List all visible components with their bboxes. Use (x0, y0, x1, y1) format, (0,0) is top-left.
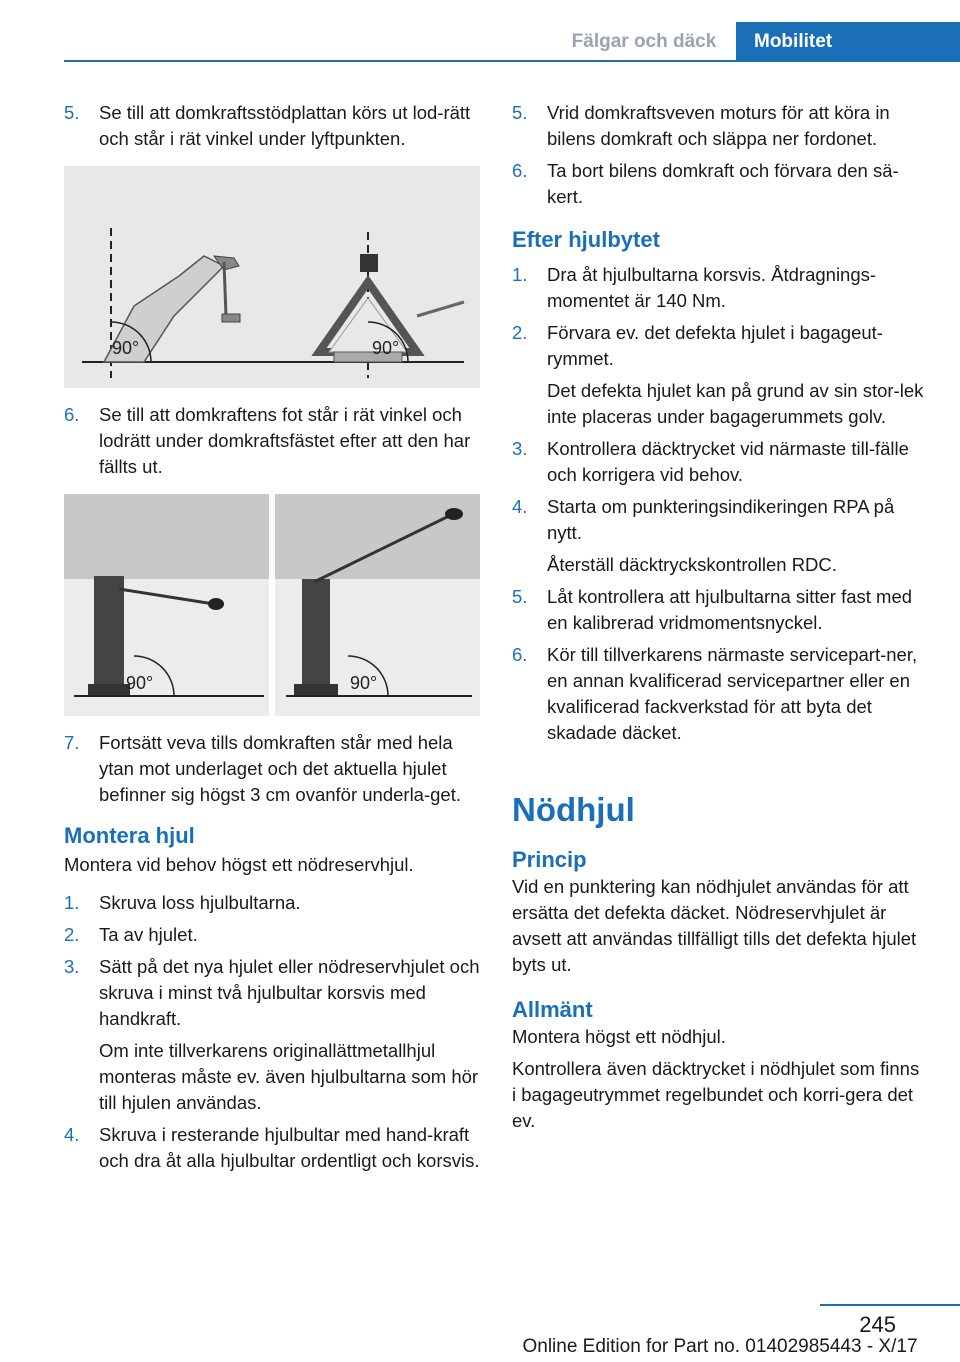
angle-label: 90° (350, 673, 378, 693)
list-item (64, 1122, 482, 1174)
list-item (64, 100, 482, 152)
step-text: Kör till tillverkarens närmaste servicepart‐ner, en annan kvalificerad servicepartner eller en kvalificerad fackverkstad för att byta det skadade däcket. (547, 644, 918, 743)
step-note: Om inte tillverkarens originallättmetallhjul monteras måste ev. även hjulbultarna som hör till hjulen användas. (99, 1040, 479, 1113)
step-number: 7. (64, 732, 80, 753)
edition-footer: Online Edition for Part no. 01402985443 - X/17 (522, 1336, 918, 1357)
step-number: 5. (64, 102, 80, 123)
step-text: Ta bort bilens domkraft och förvara den sä‐kert. (547, 160, 899, 207)
step-note: Återställ däcktryckskontrollen RDC. (547, 554, 837, 575)
step-text: Fortsätt veva tills domkraften står med hela ytan mot underlaget och det aktuella hjulet befinner sig högst 3 cm ovanför underla‐get. (99, 732, 461, 805)
step-text: Ta av hjulet. (99, 924, 198, 945)
step-text: Se till att domkraftens fot står i rät vinkel och lodrätt under domkraftsfästet efter att den har fällts ut. (99, 404, 471, 477)
jack-foot-illustration (64, 494, 480, 716)
step-number: 1. (64, 892, 80, 913)
jack-support-plate-illustration (64, 166, 480, 388)
step-text: Skruva i resterande hjulbultar med hand‐kraft och dra åt alla hjulbultar ordentligt och korsvis. (99, 1124, 480, 1171)
section-heading-efter-hjulbytet: Efter hjulbytet (512, 227, 660, 252)
list-item (512, 100, 928, 152)
allmant-text-2: Kontrollera även däcktrycket i nödhjulet som finns i bagageutrymmet regelbundet och korri‐gera det ev. (512, 1058, 920, 1131)
header-rule (64, 60, 960, 62)
section-intro: Montera vid behov högst ett nödreservhjul. (64, 854, 414, 875)
list-item (64, 402, 482, 480)
jack-illustration-1 (64, 166, 480, 388)
angle-label: 90° (112, 338, 140, 358)
list-item (512, 642, 928, 746)
subheading-princip: Princip (512, 847, 587, 872)
list-item (512, 320, 928, 430)
step-text: Starta om punkteringsindikeringen RPA på nytt. (547, 496, 895, 543)
step-text: Dra åt hjulbultarna korsvis. Åtdragnings‐momentet är 140 Nm. (547, 264, 877, 311)
step-text: Vrid domkraftsveven moturs för att köra in bilens domkraft och släppa ner fordonet. (547, 102, 890, 149)
list-item (64, 730, 482, 808)
step-text: Förvara ev. det defekta hjulet i bagageut‐rymmet. (547, 322, 883, 369)
step-text: Skruva loss hjulbultarna. (99, 892, 301, 913)
right-column (512, 100, 928, 1134)
list-item (512, 494, 928, 578)
step-number: 5. (512, 586, 528, 607)
step-number: 6. (512, 160, 528, 181)
step-text: Se till att domkraftsstödplattan körs ut lod‐rätt och står i rät vinkel under lyftpunkten. (99, 102, 471, 149)
list-item (512, 584, 928, 636)
page-number: 245 (859, 1312, 896, 1337)
step-number: 2. (512, 322, 528, 343)
step-note: Det defekta hjulet kan på grund av sin stor‐lek inte placeras under bagagerummets golv. (547, 380, 924, 427)
step-text: Kontrollera däcktrycket vid närmaste till‐fälle och korrigera vid behov. (547, 438, 909, 485)
step-number: 4. (64, 1124, 80, 1145)
princip-text: Vid en punktering kan nödhjulet användas för att ersätta det defekta däcket. Nödreservhjulet är avsett att användas tillfälligt tills det defekta hjulet byts ut. (512, 876, 917, 975)
step-number: 6. (64, 404, 80, 425)
list-item (64, 922, 482, 948)
section-heading-montera-hjul: Montera hjul (64, 823, 195, 848)
allmant-text-1: Montera högst ett nödhjul. (512, 1026, 726, 1047)
jack-illustration-2 (64, 494, 480, 716)
angle-label: 90° (126, 673, 154, 693)
chapter-tab-falgar[interactable]: Fälgar och däck (571, 31, 717, 52)
step-number: 6. (512, 644, 528, 665)
footer-rule (820, 1304, 960, 1306)
step-number: 2. (64, 924, 80, 945)
step-text: Låt kontrollera att hjulbultarna sitter fast med en kalibrerad vridmomentsnyckel. (547, 586, 913, 633)
left-column (64, 100, 482, 1180)
step-number: 1. (512, 264, 528, 285)
step-number: 4. (512, 496, 528, 517)
subheading-allmant: Allmänt (512, 997, 593, 1022)
angle-label: 90° (372, 338, 400, 358)
step-number: 3. (64, 956, 80, 977)
list-item (512, 436, 928, 488)
chapter-tab-mobilitet[interactable]: Mobilitet (736, 22, 960, 62)
list-item (64, 890, 482, 916)
list-item (512, 158, 928, 210)
list-item (512, 262, 928, 314)
section-heading-nodhjul: Nödhjul (512, 791, 635, 828)
list-item (64, 954, 482, 1116)
step-number: 5. (512, 102, 528, 123)
step-number: 3. (512, 438, 528, 459)
step-text: Sätt på det nya hjulet eller nödreservhjulet och skruva i minst två hjulbultar korsvis med handkraft. (99, 956, 480, 1029)
